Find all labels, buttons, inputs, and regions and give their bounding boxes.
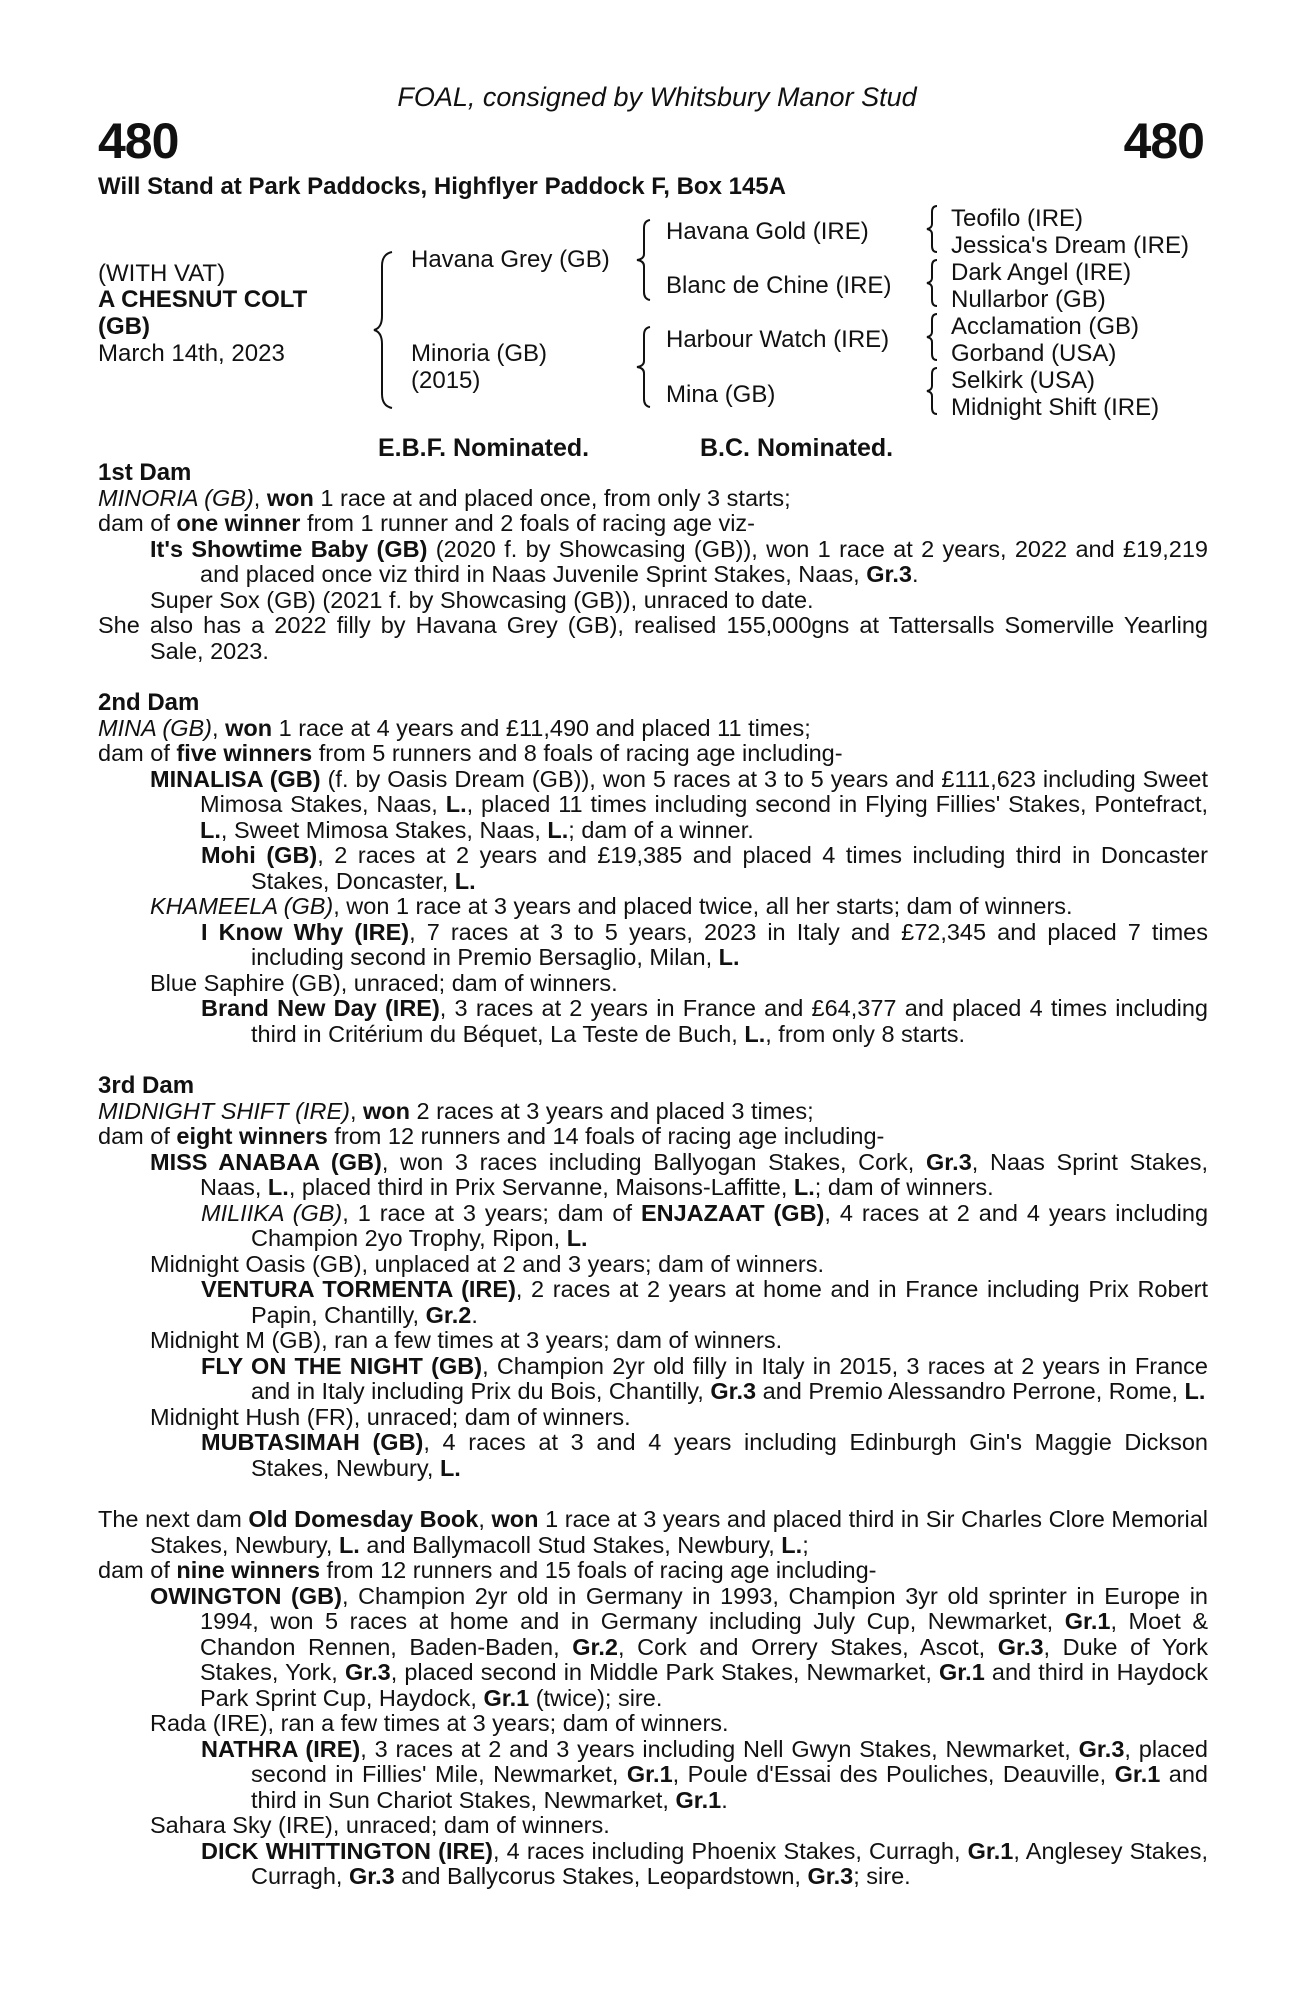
- pedigree-dam: Minoria (GB): [411, 340, 548, 367]
- dam2-produce-khameela: KHAMEELA (GB), won 1 race at 3 years and placed twice, all her starts; dam of winners.: [150, 893, 1073, 919]
- bc-nomination: B.C. Nominated.: [700, 434, 894, 462]
- dam4-produce-dick-whittington: DICK WHITTINGTON (IRE), 4 races including Phoenix Stakes, Curragh, Gr.1, Anglesey Stakes, Curragh, Gr.3 and Ballycorus Stakes, Leopardstown, Gr.3; sire.: [201, 1837, 1208, 1889]
- dam2-heading: 2nd Dam: [98, 689, 200, 716]
- pedigree-g1: Teofilo (IRE): [951, 205, 1084, 232]
- dam3-produce-summary: dam of eight winners from 12 runners and 14 foals of racing age including-: [98, 1123, 885, 1149]
- dam1-produce-note: She also has a 2022 filly by Havana Grey (GB), realised 155,000gns at Tattersalls Somerville Yearling Sale, 2023.: [98, 612, 1208, 664]
- g-brace-4: [925, 366, 941, 416]
- dam2-produce-mohi: Mohi (GB), 2 races at 2 years and £19,385 and placed 4 times including third in Doncaster Stakes, Doncaster, L.: [201, 842, 1208, 894]
- stand-location: Will Stand at Park Paddocks, Highflyer Paddock F, Box 145A: [98, 173, 786, 200]
- dam2-summary: MINA (GB), won 1 race at 4 years and £11,490 and placed 11 times;: [98, 714, 811, 741]
- dam2-produce-i-know-why: I Know Why (IRE), 7 races at 3 to 5 years, 2023 in Italy and £72,345 and placed 7 times including second in Premio Bersaglio, Milan, L.: [201, 918, 1208, 970]
- pedigree-g3: Dark Angel (IRE): [951, 259, 1132, 286]
- dam4-produce-summary: dam of nine winners from 12 runners and 15 foals of racing age including-: [98, 1557, 877, 1583]
- g-brace-1: [925, 204, 941, 254]
- dam1-produce-1: It's Showtime Baby (GB) (2020 f. by Showcasing (GB)), won 1 race at 2 years, 2022 and £19,219 and placed once viz third in Naas Juvenile Sprint Stakes, Naas, Gr.3.: [150, 535, 1208, 587]
- dam2-produce-brand-new-day: Brand New Day (IRE), 3 races at 2 years in France and £64,377 and placed 4 times including third in Critérium du Béquet, La Teste de Buch, L., from only 8 starts.: [201, 995, 1208, 1047]
- dam1-produce-summary: dam of one winner from 1 runner and 2 foals of racing age viz-: [98, 510, 755, 536]
- dam1-heading: 1st Dam: [98, 459, 192, 486]
- dam2-produce-summary: dam of five winners from 5 runners and 8 foals of racing age including-: [98, 740, 843, 766]
- dam3-produce-ventura-tormenta: VENTURA TORMENTA (IRE), 2 races at 2 years at home and in France including Prix Robert Papin, Chantilly, Gr.2.: [201, 1276, 1208, 1328]
- pedigree-g7: Selkirk (USA): [951, 367, 1096, 394]
- lot-description-country: (GB): [98, 313, 150, 340]
- dam3-produce-midnight-oasis: Midnight Oasis (GB), unplaced at 2 and 3 years; dam of winners.: [150, 1250, 824, 1277]
- dam4-produce-rada: Rada (IRE), ran a few times at 3 years; dam of winners.: [150, 1710, 729, 1736]
- ebf-nomination: E.B.F. Nominated.: [378, 434, 590, 462]
- pedigree-g5: Acclamation (GB): [951, 313, 1140, 340]
- dam3-heading: 3rd Dam: [98, 1072, 195, 1099]
- sire-line-brace: [634, 218, 654, 302]
- dam4-produce-nathra: NATHRA (IRE), 3 races at 2 and 3 years including Nell Gwyn Stakes, Newmarket, Gr.3, placed second in Fillies' Mile, Newmarket, Gr.1, Poule d'Essai des Pouliches, Deauville, Gr.1 and third in Sun Chariot Stakes, Newmarket, Gr.1.: [201, 1735, 1209, 1813]
- dam2-produce-blue-saphire: Blue Saphire (GB), unraced; dam of winners.: [150, 969, 618, 996]
- pedigree-sire-sire: Havana Gold (IRE): [666, 218, 869, 245]
- dam-line-brace: [634, 325, 654, 409]
- dam3-produce-mubtasimah: MUBTASIMAH (GB), 4 races at 3 and 4 years including Edinburgh Gin's Maggie Dickson Stakes, Newbury, L.: [201, 1429, 1208, 1481]
- dam1-produce-2: Super Sox (GB) (2021 f. by Showcasing (GB)), unraced to date.: [150, 586, 814, 613]
- dam1-summary: MINORIA (GB), won 1 race at and placed once, from only 3 starts;: [98, 484, 791, 511]
- pedigree-dam-sire: Harbour Watch (IRE): [666, 326, 890, 353]
- lot-number-right: 480: [1123, 113, 1204, 169]
- dam4-summary: The next dam Old Domesday Book, won 1 race at 3 years and placed third in Sir Charles Clore Memorial Stakes, Newbury, L. and Ballymacoll Stud Stakes, Newbury, L.;: [98, 1506, 1209, 1558]
- pedigree-g8: Midnight Shift (IRE): [951, 394, 1160, 421]
- pedigree-sire-dam: Blanc de Chine (IRE): [666, 272, 892, 299]
- pedigree-dam-dam: Mina (GB): [666, 381, 776, 408]
- pedigree-g6: Gorband (USA): [951, 340, 1117, 367]
- lot-number-left: 480: [98, 113, 179, 169]
- g-brace-3: [925, 312, 941, 362]
- dam3-summary: MIDNIGHT SHIFT (IRE), won 2 races at 3 years and placed 3 times;: [98, 1097, 814, 1124]
- sire-dam-brace: [370, 250, 400, 410]
- pedigree-dam-year: (2015): [411, 367, 481, 394]
- dam3-produce-fly-on-the-night: FLY ON THE NIGHT (GB), Champion 2yr old filly in Italy in 2015, 3 races at 2 years in France and in Italy including Prix du Bois, Chantilly, Gr.3 and Premio Alessandro Perrone, Rome, L.: [201, 1352, 1208, 1404]
- dam3-produce-midnight-m: Midnight M (GB), ran a few times at 3 years; dam of winners.: [150, 1327, 783, 1353]
- consignor-line: FOAL, consigned by Whitsbury Manor Stud: [397, 82, 917, 112]
- dam3-produce-midnight-hush: Midnight Hush (FR), unraced; dam of winners.: [150, 1403, 631, 1430]
- pedigree-sire: Havana Grey (GB): [411, 246, 610, 273]
- dam2-produce-minalisa: MINALISA (GB) (f. by Oasis Dream (GB)), won 5 races at 3 to 5 years and £111,623 including Sweet Mimosa Stakes, Naas, L., placed 11 times including second in Flying Fillies' Stakes, Pontefract, L., Sweet Mimosa Stakes, Naas, L.; dam of a winner.: [150, 765, 1209, 843]
- vat-label: (WITH VAT): [98, 260, 226, 287]
- pedigree-g2: Jessica's Dream (IRE): [951, 232, 1189, 259]
- foaling-date: March 14th, 2023: [98, 340, 285, 367]
- dam3-produce-miss-anabaa: MISS ANABAA (GB), won 3 races including Ballyogan Stakes, Cork, Gr.3, Naas Sprint Stakes, Naas, L., placed third in Prix Servanne, Maisons-Laffitte, L.; dam of winners.: [150, 1148, 1208, 1200]
- pedigree-g4: Nullarbor (GB): [951, 286, 1106, 313]
- dam3-produce-miliika: MILIIKA (GB), 1 race at 3 years; dam of ENJAZAAT (GB), 4 races at 2 and 4 years including Champion 2yo Trophy, Ripon, L.: [201, 1199, 1209, 1251]
- catalogue-body: [98, 460, 1208, 1890]
- lot-description: A CHESNUT COLT: [98, 286, 308, 313]
- dam4-produce-sahara-sky: Sahara Sky (IRE), unraced; dam of winners.: [150, 1812, 610, 1838]
- dam4-produce-owington: OWINGTON (GB), Champion 2yr old in Germany in 1993, Champion 3yr old sprinter in Europe in 1994, won 5 races at home and in Germany including July Cup, Newmarket, Gr.1, Moet & Chandon Rennen, Baden-Baden, Gr.2, Cork and Orrery Stakes, Ascot, Gr.3, Duke of York Stakes, York, Gr.3, placed second in Middle Park Stakes, Newmarket, Gr.1 and third in Haydock Park Sprint Cup, Haydock, Gr.1 (twice); sire.: [150, 1582, 1209, 1711]
- g-brace-2: [925, 258, 941, 308]
